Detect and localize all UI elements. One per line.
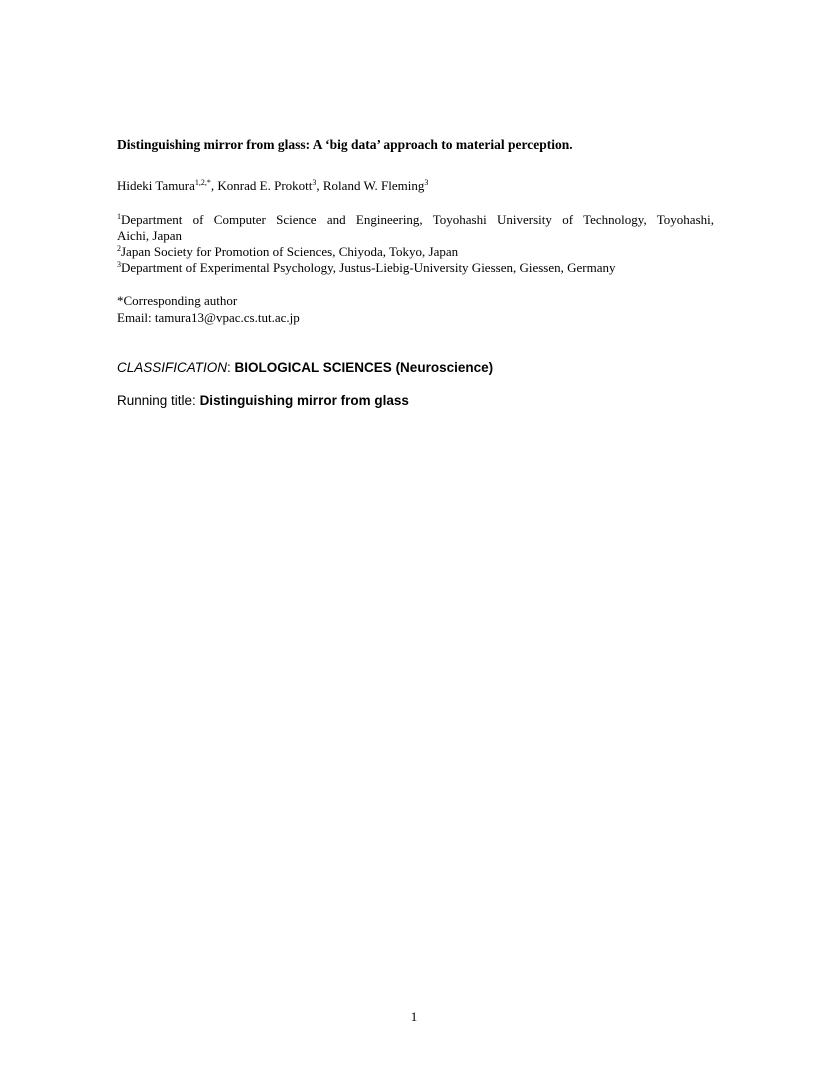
affiliation-2 bbox=[117, 244, 717, 260]
affiliation-number: 1 bbox=[117, 212, 121, 221]
classification-value: BIOLOGICAL SCIENCES (Neuroscience) bbox=[234, 360, 494, 375]
author-separator: , bbox=[316, 178, 323, 193]
affiliation-text: Japan Society for Promotion of Sciences, Chiyoda, Tokyo, Japan bbox=[121, 244, 459, 259]
classification-label: CLASSIFICATION bbox=[117, 360, 228, 375]
email-label: Email: bbox=[117, 310, 155, 325]
classification-separator: : bbox=[227, 360, 235, 375]
affiliation-text: Department of Computer Science and Engineering, Toyohashi University of Technology, Toyohashi, bbox=[121, 212, 714, 227]
paper-title: Distinguishing mirror from glass: A ‘big data’ approach to material perception. bbox=[117, 137, 573, 152]
author-separator: , bbox=[210, 178, 218, 193]
page-number: 1 bbox=[410, 1009, 418, 1024]
author-affiliation-marker: 3 bbox=[424, 178, 429, 187]
author-affiliation-marker: 1,2,* bbox=[194, 178, 211, 187]
author-affiliation-marker: 3 bbox=[312, 178, 317, 187]
author-name: Konrad E. Prokott bbox=[217, 178, 313, 193]
running-title-label: Running title: bbox=[117, 393, 200, 408]
affiliation-number: 2 bbox=[117, 244, 121, 253]
running-title-value: Distinguishing mirror from glass bbox=[199, 393, 409, 408]
affiliation-text: Department of Experimental Psychology, Justus-Liebig-University Giessen, Giessen, Germany bbox=[121, 260, 616, 275]
email-address: tamura13@vpac.cs.tut.ac.jp bbox=[154, 310, 300, 325]
running-title-line bbox=[117, 393, 717, 409]
classification-line bbox=[117, 360, 717, 376]
affiliation-1-continued: Aichi, Japan bbox=[117, 228, 182, 243]
email-line bbox=[117, 310, 717, 326]
corresponding-author-note: *Corresponding author bbox=[117, 293, 238, 308]
author-list bbox=[117, 178, 717, 194]
author-name: Roland W. Fleming bbox=[322, 178, 425, 193]
affiliation-number: 3 bbox=[117, 260, 121, 269]
affiliation-3 bbox=[117, 260, 717, 276]
author-name: Hideki Tamura bbox=[117, 178, 195, 193]
affiliation-1 bbox=[117, 212, 717, 228]
